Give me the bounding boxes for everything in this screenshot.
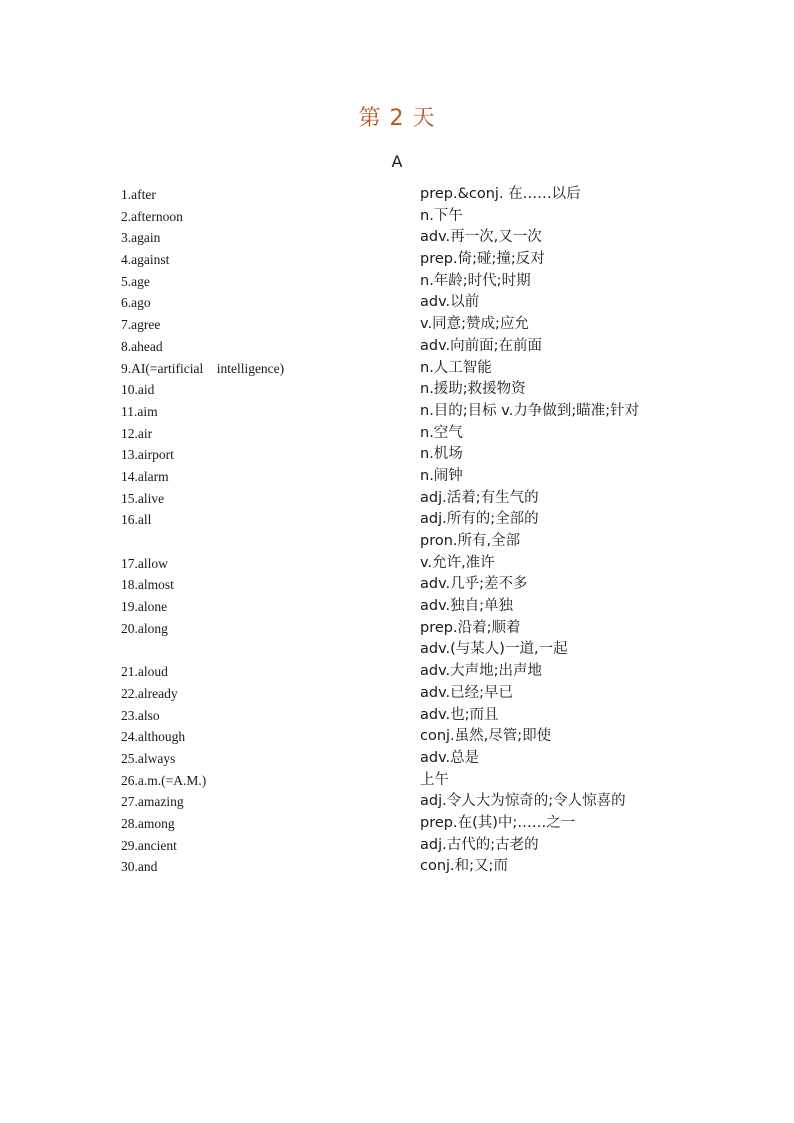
vocab-row	[0, 596, 794, 618]
vocab-row	[0, 574, 794, 596]
vocab-row	[0, 531, 794, 553]
vocab-row	[0, 770, 794, 792]
vocab-row	[0, 314, 794, 336]
vocabulary-list	[0, 184, 794, 878]
vocab-row	[0, 206, 794, 228]
vocab-meaning: adv.以前	[420, 294, 480, 311]
vocab-word: 15.alive	[121, 490, 165, 506]
vocab-meaning: adv.再一次,又一次	[420, 229, 542, 246]
vocab-word: 3.again	[121, 230, 161, 246]
vocab-row	[0, 401, 794, 423]
vocab-meaning: adv.总是	[420, 749, 480, 766]
vocab-word: 1.after	[121, 187, 156, 202]
vocab-word: 10.aid	[121, 382, 155, 398]
vocab-row	[0, 423, 794, 445]
vocab-row	[0, 184, 794, 206]
vocab-word: 12.air	[121, 425, 153, 441]
vocab-row	[0, 639, 794, 661]
vocab-meaning: pron.所有,全部	[420, 533, 521, 549]
vocab-meaning: n.目的;目标 v.力争做到;瞄准;针对	[420, 402, 640, 419]
page-title: 第 2 天	[358, 106, 436, 131]
vocab-meaning: adv.(与某人)一道,一起	[420, 641, 568, 658]
vocab-row	[0, 271, 794, 293]
vocab-word: 2.afternoon	[121, 208, 183, 224]
vocab-word: 5.age	[121, 273, 150, 289]
vocab-meaning: adj.活着;有生气的	[420, 489, 539, 506]
vocab-row	[0, 748, 794, 770]
vocab-meaning: adv.向前面;在前面	[420, 337, 543, 354]
vocab-word: 25.always	[121, 750, 176, 766]
vocab-word: 29.ancient	[121, 837, 177, 853]
vocab-row	[0, 292, 794, 314]
vocab-meaning: v.同意;赞成;应允	[420, 316, 529, 333]
vocab-word: 7.agree	[121, 317, 161, 333]
vocab-meaning: adv.已经;早已	[420, 684, 514, 701]
vocab-row	[0, 488, 794, 510]
vocab-row	[0, 856, 794, 878]
vocab-row	[0, 227, 794, 249]
vocab-word: 21.aloud	[121, 664, 168, 680]
vocab-word: 6.ago	[121, 295, 151, 311]
vocab-word: 17.allow	[121, 555, 168, 571]
vocab-meaning: prep.倚;碰;撞;反对	[420, 251, 545, 268]
section-heading: A	[391, 152, 403, 171]
vocab-row	[0, 813, 794, 835]
vocab-row	[0, 618, 794, 640]
vocab-meaning: adv.也;而且	[420, 706, 499, 723]
vocab-row	[0, 444, 794, 466]
vocab-word: 30.and	[121, 859, 158, 875]
vocab-word: 23.also	[121, 707, 160, 723]
vocab-word: 19.alone	[121, 599, 168, 615]
vocab-word: 24.although	[121, 729, 186, 745]
vocab-word: 22.already	[121, 685, 178, 701]
vocab-meaning: adv.几乎;差不多	[420, 576, 528, 593]
vocab-word: 20.along	[121, 620, 168, 636]
vocab-meaning: n.下午	[420, 207, 463, 224]
vocab-row	[0, 791, 794, 813]
vocab-meaning: n.年龄;时代;时期	[420, 272, 531, 289]
vocab-meaning: adj.古代的;古老的	[420, 836, 539, 853]
vocab-meaning: conj.和;又;而	[420, 858, 508, 875]
vocab-meaning: prep.沿着;顺着	[420, 619, 521, 636]
vocab-word: 18.almost	[121, 577, 174, 593]
vocab-meaning: v.允许,准许	[420, 554, 495, 571]
vocab-word: 14.alarm	[121, 468, 169, 484]
vocab-row	[0, 661, 794, 683]
vocab-meaning: adj.令人大为惊奇的;令人惊喜的	[420, 793, 626, 810]
vocab-row	[0, 705, 794, 727]
vocab-meaning: adv.大声地;出声地	[420, 663, 543, 680]
vocab-row	[0, 358, 794, 380]
vocab-word: 9.AI(=artificial intelligence)	[121, 360, 285, 376]
vocab-word: 4.against	[121, 252, 170, 268]
vocab-word: 26.a.m.(=A.M.)	[121, 772, 207, 788]
vocab-word: 28.among	[121, 815, 175, 831]
vocab-word: 16.all	[121, 512, 152, 528]
vocab-word: 11.aim	[121, 403, 158, 419]
vocab-row	[0, 726, 794, 748]
vocab-row	[0, 553, 794, 575]
vocab-word: 27.amazing	[121, 794, 184, 810]
vocab-row	[0, 466, 794, 488]
vocab-meaning: n.空气	[420, 424, 463, 441]
vocab-meaning: n.闹钟	[420, 467, 463, 484]
vocab-row	[0, 835, 794, 857]
vocab-meaning: n.机场	[420, 446, 463, 463]
vocab-meaning: conj.虽然,尽管;即使	[420, 728, 552, 745]
vocab-meaning: adj.所有的;全部的	[420, 511, 539, 528]
vocab-meaning: n.援助;救援物资	[420, 381, 526, 398]
vocab-meaning: n.人工智能	[420, 359, 492, 376]
vocab-row	[0, 336, 794, 358]
vocab-word: 13.airport	[121, 447, 174, 463]
vocab-row	[0, 509, 794, 531]
vocab-meaning: prep.在(其)中;……之一	[420, 814, 576, 831]
vocab-row	[0, 683, 794, 705]
vocab-row	[0, 249, 794, 271]
vocab-word: 8.ahead	[121, 338, 163, 354]
vocab-meaning: prep.&conj. 在……以后	[420, 186, 581, 202]
vocab-row	[0, 379, 794, 401]
vocab-meaning: adv.独自;单独	[420, 598, 514, 615]
vocab-meaning: 上午	[420, 771, 449, 788]
